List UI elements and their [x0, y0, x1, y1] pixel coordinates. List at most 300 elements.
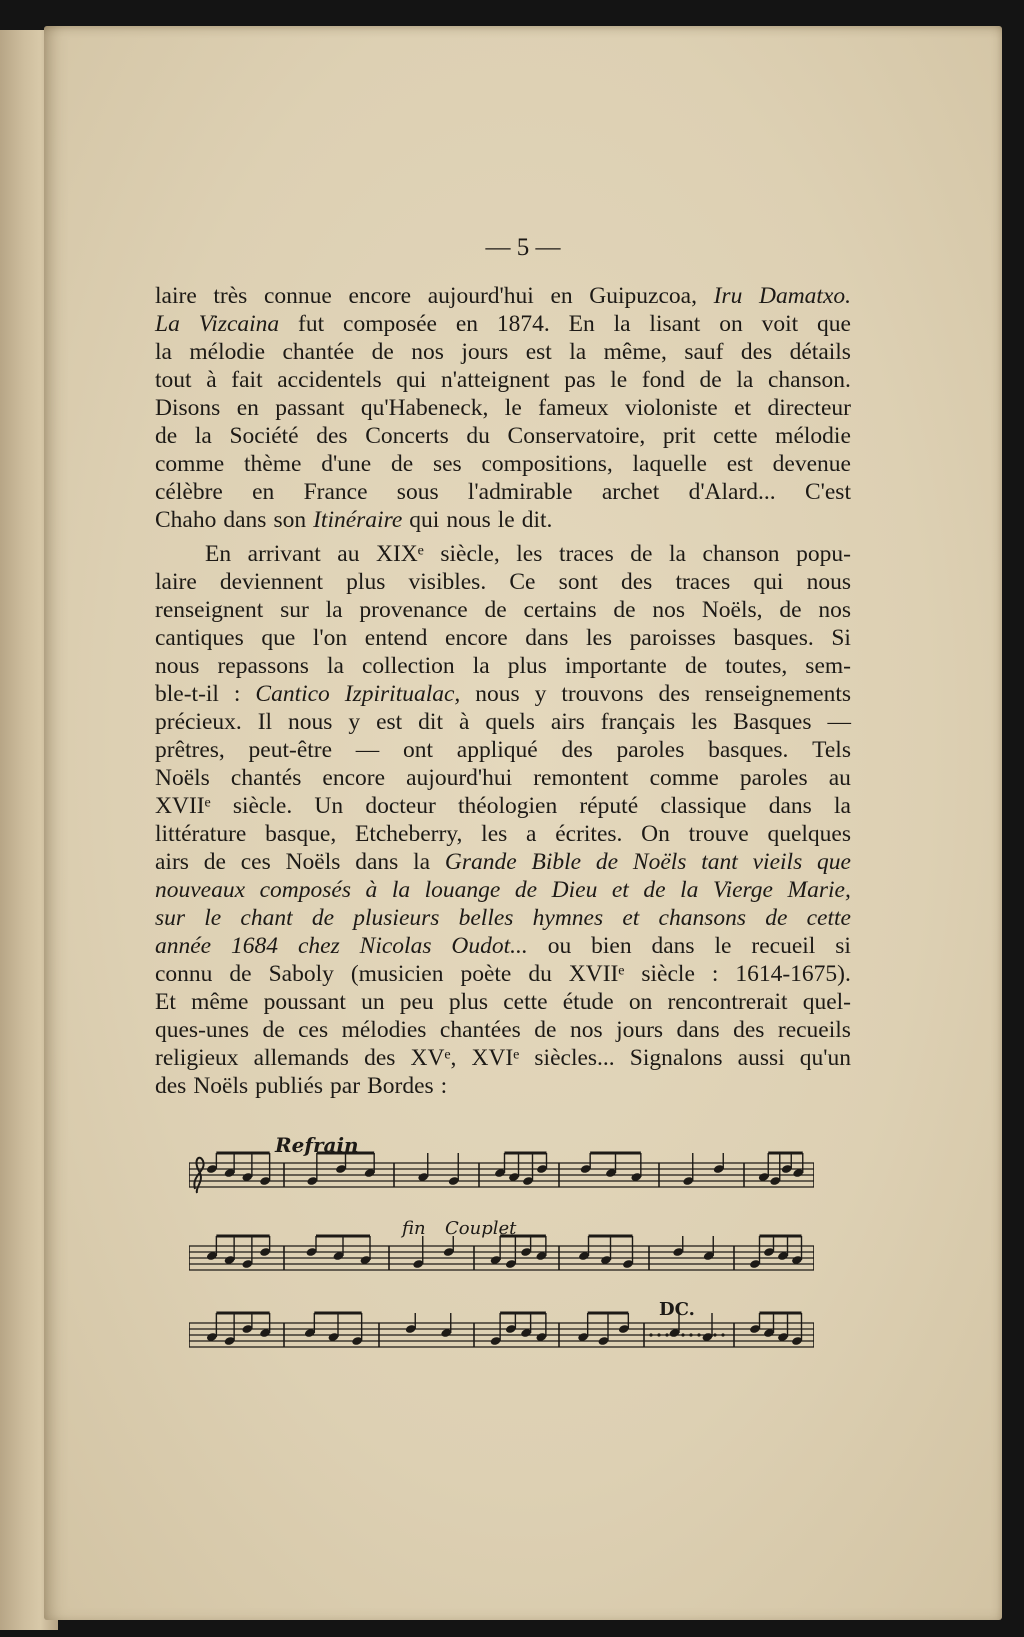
word: Bordes: [367, 1073, 434, 1099]
word: compositions,: [481, 451, 613, 477]
word: des: [658, 681, 690, 707]
word: violoniste: [625, 395, 718, 421]
word: littérature: [155, 821, 247, 847]
word: popu-: [796, 541, 851, 567]
word: cette: [503, 989, 548, 1015]
word: de: [630, 541, 653, 567]
word: ble-t-il: [155, 681, 219, 707]
word: Noëls,: [701, 597, 763, 623]
dot: [649, 1333, 652, 1336]
word: lisant: [649, 311, 701, 337]
word: 1614-1675).: [735, 961, 851, 987]
word: connu: [155, 961, 213, 987]
word: Bible: [531, 849, 582, 875]
word: les: [691, 709, 718, 735]
word: —: [355, 737, 380, 763]
word: des: [740, 339, 773, 365]
word: de: [684, 653, 708, 679]
text-line: [155, 310, 851, 338]
word: Chaho: [155, 507, 217, 533]
word: est: [525, 339, 552, 365]
word: dans: [355, 849, 399, 875]
word: Guipuzcoa,: [589, 283, 697, 309]
word: prêtres,: [155, 737, 225, 763]
word: encore: [348, 283, 412, 309]
word: airs: [155, 849, 189, 875]
word: remontent: [533, 765, 629, 791]
text-line: [155, 848, 851, 876]
word: chantées: [439, 1017, 521, 1043]
word: voit: [761, 311, 799, 337]
word: devenue: [772, 451, 851, 477]
word: Oudot...: [451, 933, 528, 959]
word: fait: [231, 367, 263, 393]
word: Si: [831, 625, 851, 651]
word: basque,: [265, 821, 337, 847]
word: Un: [314, 793, 344, 819]
word: poète: [460, 961, 512, 987]
text-line: [155, 736, 851, 764]
word: chanson: [702, 541, 780, 567]
word: si: [835, 933, 851, 959]
word: publiés: [255, 1073, 324, 1099]
word: Disons: [155, 395, 221, 421]
text-line: [155, 422, 851, 450]
word: :: [440, 1073, 448, 1099]
word: composée: [343, 311, 437, 337]
word: mélodie: [775, 423, 851, 449]
word: siècle,: [440, 541, 500, 567]
word: archet: [601, 479, 660, 505]
text-line: [155, 1044, 851, 1072]
word: arrivant: [247, 541, 321, 567]
word: la: [569, 339, 587, 365]
word: accidentels: [277, 367, 382, 393]
word: comme: [649, 765, 719, 791]
music-score: [189, 1131, 814, 1371]
word: religieux: [155, 1045, 239, 1071]
text-line: [155, 932, 851, 960]
word: collection: [361, 653, 455, 679]
word: de: [155, 423, 178, 449]
text-line: [155, 988, 851, 1016]
word: année: [155, 933, 212, 959]
word: docteur: [365, 793, 436, 819]
word: des: [155, 1073, 187, 1099]
word: jours: [461, 339, 509, 365]
word: paroles: [739, 765, 808, 791]
word: théologien: [458, 793, 558, 819]
word: chansons: [658, 905, 746, 931]
word: Dieu: [551, 877, 598, 903]
word: de: [229, 961, 252, 987]
word: 1684: [231, 933, 279, 959]
word: aujourd'hui: [427, 283, 534, 309]
text-line: [155, 282, 851, 310]
word: certains: [523, 597, 597, 623]
word: de: [643, 877, 666, 903]
word: laire: [155, 283, 197, 309]
word: en: [236, 395, 259, 421]
word: ont: [403, 737, 434, 763]
word: XVIIᵉ: [155, 793, 211, 819]
word: visibles.: [408, 569, 487, 595]
word: son: [273, 507, 307, 533]
word: et: [622, 905, 640, 931]
word: mélodie: [189, 339, 266, 365]
text-line: [155, 366, 851, 394]
word: En: [205, 541, 232, 567]
word: dit.: [521, 507, 553, 533]
word: nouveaux: [155, 877, 246, 903]
word: laire: [155, 569, 197, 595]
word: Cantico: [255, 681, 330, 707]
word: Saboly: [268, 961, 334, 987]
word: en: [455, 311, 479, 337]
word: (musicien: [350, 961, 444, 987]
fin-label: fin: [402, 1218, 426, 1239]
word: fond: [641, 367, 685, 393]
word: sur: [280, 597, 309, 623]
word: chant: [240, 905, 293, 931]
word: trouvons: [561, 681, 644, 707]
notes: [194, 1153, 804, 1346]
word: plus: [448, 989, 489, 1015]
text-line: [155, 680, 851, 708]
word: Noëls: [285, 849, 341, 875]
word: La: [155, 311, 180, 337]
word: d'Alard...: [688, 479, 776, 505]
word: plus: [346, 569, 386, 595]
text-line: [155, 506, 851, 534]
word: Iru: [713, 283, 743, 309]
word: deviennent: [219, 569, 324, 595]
word: nous: [155, 653, 200, 679]
word: sur: [155, 905, 186, 931]
word: le: [610, 367, 628, 393]
word: qu'un: [799, 1045, 851, 1071]
text-line: [155, 394, 851, 422]
body-text: [155, 282, 851, 1100]
word: on: [719, 311, 743, 337]
word: ques-unes: [155, 1017, 249, 1043]
word: chez: [297, 933, 340, 959]
word: Nicolas: [359, 933, 432, 959]
word: renseignent: [155, 597, 264, 623]
text-line: [155, 652, 851, 680]
word: que: [817, 849, 851, 875]
word: écrites.: [555, 821, 623, 847]
word: chanson.: [767, 367, 851, 393]
word: plus: [507, 653, 547, 679]
word: En: [568, 311, 595, 337]
word: vieils: [752, 849, 803, 875]
text-line: [155, 478, 851, 506]
word: a: [526, 821, 537, 847]
music-staves: [189, 1131, 814, 1371]
word: Damatxo.: [758, 283, 851, 309]
word: traces: [675, 569, 731, 595]
word: tant: [701, 849, 738, 875]
staff-lines: [189, 1163, 814, 1347]
word: Noëls: [193, 1073, 249, 1099]
word: de: [613, 597, 636, 623]
text-line: [155, 1016, 851, 1044]
word: précieux.: [155, 709, 242, 735]
dc-label: DC.: [659, 1299, 695, 1320]
word: connue: [263, 283, 332, 309]
word: des: [733, 1017, 765, 1043]
word: directeur: [767, 395, 851, 421]
word: importante: [565, 653, 667, 679]
word: comme: [155, 451, 225, 477]
word: recueil: [751, 933, 816, 959]
word: est: [376, 709, 403, 735]
word: très: [213, 283, 248, 309]
word: de: [699, 367, 722, 393]
word: paroisses: [629, 625, 716, 651]
word: on: [628, 989, 653, 1015]
word: Société: [229, 423, 299, 449]
word: dans: [525, 625, 569, 651]
word: XIXᵉ: [376, 541, 424, 567]
dot: [665, 1333, 668, 1336]
word: 1874.: [496, 311, 550, 337]
couplet-label: Couplet: [445, 1218, 517, 1239]
word: n'atteignent: [440, 367, 550, 393]
word: Noëls: [632, 849, 687, 875]
word: XVIᵉ: [471, 1045, 520, 1071]
word: la: [680, 877, 699, 903]
word: la: [391, 877, 411, 903]
dot: [689, 1333, 692, 1336]
word: chantée: [282, 339, 355, 365]
word: du: [528, 961, 552, 987]
word: de: [371, 339, 394, 365]
word: même: [191, 989, 249, 1015]
word: la: [155, 339, 172, 365]
word: traces: [558, 541, 614, 567]
word: pas: [564, 367, 596, 393]
word: au: [337, 541, 360, 567]
word: le: [497, 507, 515, 533]
page-number: — 5 —: [485, 234, 561, 261]
word: sauf: [684, 339, 724, 365]
word: qui: [753, 569, 784, 595]
word: y: [534, 681, 547, 707]
word: repassons: [217, 653, 309, 679]
word: C'est: [804, 479, 851, 505]
word: Signalons: [629, 1045, 723, 1071]
word: étude: [562, 989, 614, 1015]
word: trouve: [688, 821, 749, 847]
word: de: [484, 597, 507, 623]
word: plusieurs: [353, 905, 440, 931]
word: Et: [155, 989, 176, 1015]
word: des: [316, 423, 348, 449]
word: appliqué: [456, 737, 538, 763]
word: Noëls: [155, 765, 210, 791]
word: l'admirable: [467, 479, 573, 505]
word: nous: [475, 681, 520, 707]
word: Tels: [812, 737, 851, 763]
word: Vizcaina: [198, 311, 280, 337]
text-line: [155, 904, 851, 932]
dot: [657, 1333, 660, 1336]
text-line: [155, 764, 851, 792]
word: nos: [818, 597, 851, 623]
word: d'une: [321, 451, 372, 477]
word: quel-: [802, 989, 851, 1015]
word: cantiques: [155, 625, 244, 651]
word: et: [734, 395, 752, 421]
dot: [697, 1333, 700, 1336]
word: la: [613, 311, 631, 337]
word: Conservatoire,: [507, 423, 646, 449]
word: louange: [424, 877, 501, 903]
word: par: [330, 1073, 361, 1099]
word: les: [481, 821, 508, 847]
word: prit: [662, 423, 696, 449]
word: recueils: [777, 1017, 851, 1043]
word: la: [833, 793, 851, 819]
word: rencontrerait: [667, 989, 788, 1015]
word: fut: [298, 311, 325, 337]
word: :: [711, 961, 719, 987]
word: de: [311, 905, 335, 931]
word: de: [779, 597, 802, 623]
word: ses: [432, 451, 462, 477]
word: tout: [155, 367, 192, 393]
word: Itinéraire: [313, 507, 403, 533]
word: belles: [458, 905, 514, 931]
word: classique: [660, 793, 747, 819]
word: Il: [257, 709, 273, 735]
word: laquelle: [632, 451, 707, 477]
word: France: [303, 479, 368, 505]
word: airs: [550, 709, 585, 735]
word: provenance: [359, 597, 468, 623]
word: basques.: [708, 737, 789, 763]
word: cette: [713, 423, 758, 449]
word: Ce: [509, 569, 536, 595]
word: —: [827, 709, 851, 735]
word: encore: [322, 765, 386, 791]
word: chantés: [230, 765, 302, 791]
word: de: [765, 905, 788, 931]
word: que: [261, 625, 296, 651]
word: quels: [485, 709, 535, 735]
word: dans: [676, 1017, 720, 1043]
word: paroles: [616, 737, 685, 763]
word: en: [252, 479, 275, 505]
word: XVᵉ,: [410, 1045, 457, 1071]
book-page: [44, 26, 1002, 1620]
word: à: [365, 877, 378, 903]
word: nous: [288, 709, 333, 735]
word: la: [472, 653, 490, 679]
word: nos: [652, 597, 686, 623]
word: en: [550, 283, 573, 309]
word: thème: [243, 451, 302, 477]
text-line: [155, 596, 851, 624]
word: de: [203, 849, 226, 875]
word: siècles...: [534, 1045, 615, 1071]
word: passant: [275, 395, 345, 421]
word: hymnes: [532, 905, 604, 931]
word: siècle.: [232, 793, 293, 819]
word: les: [516, 541, 543, 567]
word: y: [348, 709, 361, 735]
text-line: [155, 820, 851, 848]
word: peut-être: [248, 737, 333, 763]
word: sem-: [805, 653, 851, 679]
word: ces: [240, 849, 271, 875]
word: des: [364, 1045, 396, 1071]
word: le: [714, 933, 732, 959]
word: jours: [616, 1017, 664, 1043]
word: Etcheberry,: [354, 821, 463, 847]
word: nous: [806, 569, 851, 595]
word: l'on: [312, 625, 348, 651]
dot: [681, 1333, 684, 1336]
word: des: [561, 737, 593, 763]
text-line: [155, 1072, 851, 1100]
word: le: [204, 905, 222, 931]
word: Grande: [444, 849, 517, 875]
word: même,: [603, 339, 667, 365]
word: détails: [789, 339, 851, 365]
text-line: [155, 540, 851, 568]
word: sous: [396, 479, 439, 505]
word: renseignements: [704, 681, 851, 707]
word: à: [458, 709, 470, 735]
word: Vierge: [712, 877, 773, 903]
word: et: [611, 877, 629, 903]
word: encore: [445, 625, 508, 651]
text-line: [155, 624, 851, 652]
text-line: [155, 338, 851, 366]
word: la: [736, 367, 754, 393]
word: aujourd'hui: [406, 765, 513, 791]
word: nous: [446, 507, 491, 533]
word: quelques: [767, 821, 851, 847]
word: mélodies: [341, 1017, 427, 1043]
text-line: [155, 450, 851, 478]
word: Concerts: [365, 423, 449, 449]
word: bien: [591, 933, 632, 959]
word: au: [828, 765, 851, 791]
word: poussant: [263, 989, 346, 1015]
word: du: [466, 423, 490, 449]
word: sont: [558, 569, 598, 595]
word: toutes,: [725, 653, 788, 679]
word: la: [194, 423, 212, 449]
dot: [705, 1333, 708, 1336]
word: fameux: [538, 395, 609, 421]
dot: [721, 1333, 724, 1336]
word: la: [325, 597, 343, 623]
word: un: [361, 989, 385, 1015]
word: cette: [806, 905, 851, 931]
word: de: [262, 1017, 285, 1043]
word: dans: [223, 507, 267, 533]
word: composés: [259, 877, 351, 903]
word: de: [514, 877, 538, 903]
word: entend: [364, 625, 428, 651]
word: la: [669, 541, 686, 567]
word: la: [326, 653, 344, 679]
